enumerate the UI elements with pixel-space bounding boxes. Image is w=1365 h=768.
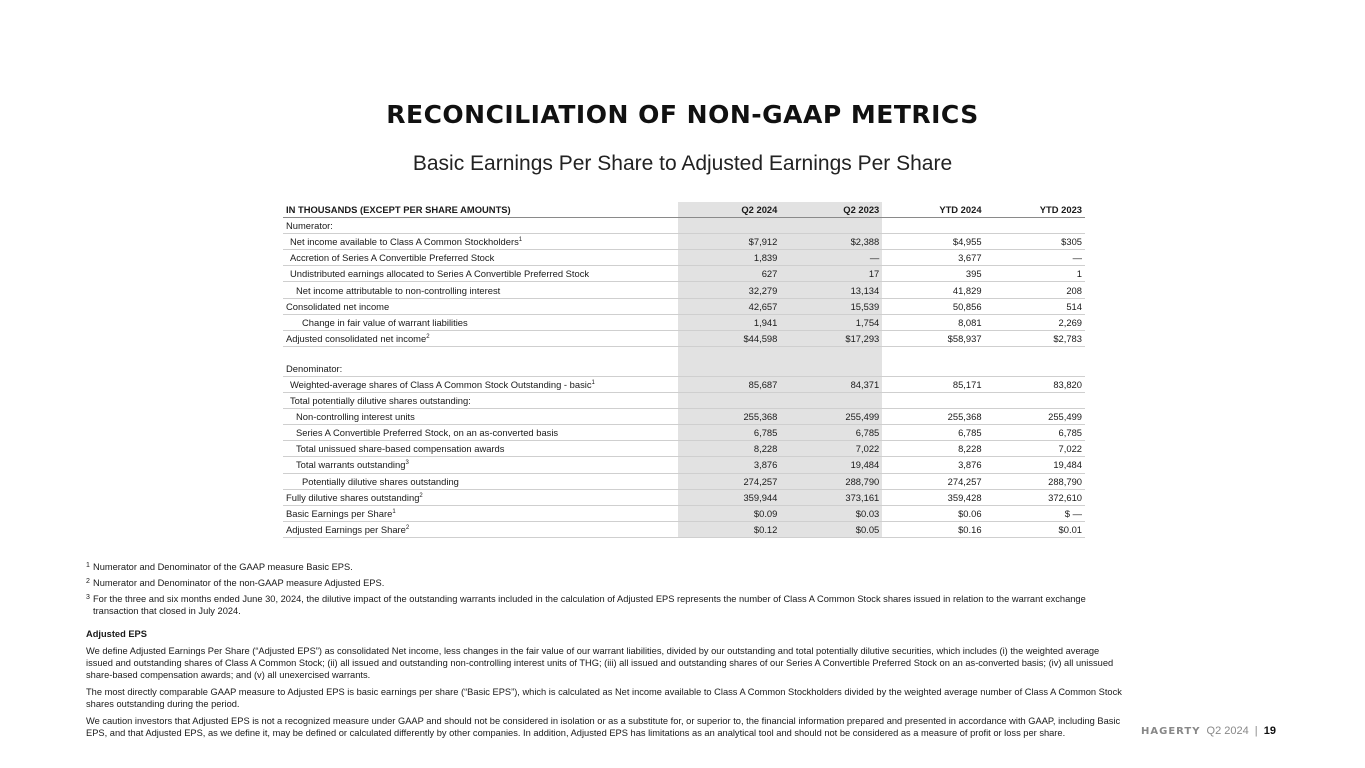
cell-ytd-2024: 359,428: [882, 489, 984, 505]
cell-ytd-2023: —: [985, 250, 1085, 266]
cell-ytd-2024: 8,081: [882, 314, 984, 330]
cell-q2-2023: $0.03: [780, 505, 882, 521]
row-label-text: Fully dilutive shares outstanding: [286, 491, 420, 503]
table-row: [283, 457, 1085, 473]
table-row: [283, 441, 1085, 457]
row-label-text: Total warrants outstanding: [296, 459, 406, 471]
table-row: [283, 314, 1085, 330]
cell-q2-2023: $0.05: [780, 521, 882, 537]
cell-q2-2024: 32,279: [678, 282, 780, 298]
row-label: [283, 282, 678, 298]
cell-q2-2023: 1,754: [780, 314, 882, 330]
table-row: [283, 376, 1085, 392]
cell-ytd-2023: $2,783: [985, 330, 1085, 346]
spacer-row: [283, 346, 1085, 361]
cell-q2-2024: $0.09: [678, 505, 780, 521]
table-row: [283, 361, 1085, 377]
row-label: [283, 505, 678, 521]
notes-section: [86, 561, 1126, 744]
cell-ytd-2023: 19,484: [985, 457, 1085, 473]
cell-ytd-2023: 372,610: [985, 489, 1085, 505]
cell-q2-2024: [678, 393, 780, 409]
cell-ytd-2024: 8,228: [882, 441, 984, 457]
table-row: [283, 298, 1085, 314]
row-label-text: Non-controlling interest units: [296, 411, 415, 423]
footnote-ref: 2: [405, 524, 410, 531]
footnote-marker: 3: [86, 594, 90, 601]
footnote-marker: 2: [86, 578, 90, 585]
cell-q2-2023: [780, 393, 882, 409]
spacer-cell: [283, 346, 678, 361]
row-label: [283, 489, 678, 505]
cell-ytd-2023: $305: [985, 234, 1085, 250]
cell-ytd-2024: [882, 361, 984, 377]
row-label-text: Adjusted consolidated net income: [286, 332, 427, 344]
row-label: [283, 266, 678, 282]
row-label: [283, 361, 678, 377]
table-row: [283, 330, 1085, 346]
page-number: 19: [1263, 725, 1276, 737]
slide-title: RECONCILIATION OF NON-GAAP METRICS: [386, 100, 979, 129]
slide-footer: [1141, 725, 1276, 737]
row-label-text: Series A Convertible Preferred Stock, on an as-converted basis: [296, 427, 559, 439]
cell-ytd-2023: 288,790: [985, 473, 1085, 489]
cell-q2-2024: [678, 361, 780, 377]
cell-q2-2023: [780, 218, 882, 234]
cell-q2-2024: 3,876: [678, 457, 780, 473]
cell-q2-2024: 255,368: [678, 409, 780, 425]
row-label-text: Total potentially dilutive shares outstanding:: [290, 395, 471, 407]
cell-q2-2024: 42,657: [678, 298, 780, 314]
cell-ytd-2023: 514: [985, 298, 1085, 314]
footer-quarter: Q2 2024: [1206, 725, 1249, 737]
cell-q2-2023: 13,134: [780, 282, 882, 298]
cell-q2-2024: 85,687: [678, 376, 780, 392]
footnote-ref: 1: [392, 508, 396, 515]
table-header-row: [283, 202, 1085, 218]
cell-q2-2024: $0.12: [678, 521, 780, 537]
cell-ytd-2024: 3,677: [882, 250, 984, 266]
table-row: [283, 218, 1085, 234]
cell-ytd-2024: $4,955: [882, 234, 984, 250]
row-label-text: Undistributed earnings allocated to Series A Convertible Preferred Stock: [290, 268, 590, 280]
cell-ytd-2023: 7,022: [985, 441, 1085, 457]
table-row: [283, 409, 1085, 425]
header-ytd-2024: YTD 2024: [882, 202, 984, 218]
cell-ytd-2024: $0.16: [882, 521, 984, 537]
cell-ytd-2023: 2,269: [985, 314, 1085, 330]
cell-ytd-2023: [985, 393, 1085, 409]
table-row: [283, 393, 1085, 409]
table-row: [283, 521, 1085, 537]
row-label-text: Consolidated net income: [286, 300, 390, 312]
cell-q2-2024: 1,839: [678, 250, 780, 266]
row-label: [283, 250, 678, 266]
footnote-text: Numerator and Denominator of the non-GAAP measure Adjusted EPS.: [93, 578, 385, 588]
spacer-cell: [780, 346, 882, 361]
brand-logo: HAGERTY: [1141, 726, 1201, 737]
cell-ytd-2024: $58,937: [882, 330, 984, 346]
table-body: [283, 218, 1085, 538]
cell-ytd-2023: 208: [985, 282, 1085, 298]
cell-q2-2024: 6,785: [678, 425, 780, 441]
reconciliation-table: [283, 202, 1085, 538]
footer-separator: |: [1254, 725, 1258, 737]
adjusted-eps-comparable: The most directly comparable GAAP measure to Adjusted EPS is basic earnings per share (“Basic EPS”), which is calculated as Net income available to Class A Common Stockholders divided by the weighted average number of Class A Common Stock shares outstanding during the period.: [86, 687, 1122, 709]
cell-q2-2023: 255,499: [780, 409, 882, 425]
cell-q2-2023: 6,785: [780, 425, 882, 441]
cell-q2-2024: 359,944: [678, 489, 780, 505]
header-q2-2023: Q2 2023: [780, 202, 882, 218]
cell-ytd-2023: $ —: [985, 505, 1085, 521]
table-row: [283, 473, 1085, 489]
row-label-text: Numerator:: [286, 220, 333, 232]
footnote-2: [86, 577, 1126, 589]
cell-q2-2024: [678, 218, 780, 234]
row-label-text: Net income available to Class A Common Stockholders: [290, 236, 519, 248]
cell-q2-2024: 274,257: [678, 473, 780, 489]
adjusted-eps-caution: We caution investors that Adjusted EPS is not a recognized measure under GAAP and should not be considered in isolation or as a substitute for, or superior to, the financial information prepared and presented in accordance with GAAP, including Basic EPS, and that Adjusted EPS, as we define it, may be defined or calculated differently by other companies. In addition, Adjusted EPS has limitations as an analytical tool and should not be considered as a measure of profit or loss per share.: [86, 716, 1121, 738]
table-row: [283, 266, 1085, 282]
footnote-ref: 2: [426, 333, 430, 340]
row-label-text: Basic Earnings per Share: [286, 507, 393, 519]
cell-ytd-2023: 6,785: [985, 425, 1085, 441]
cell-q2-2023: [780, 361, 882, 377]
row-label-text: Denominator:: [286, 362, 343, 374]
row-label-text: Net income attributable to non-controlling interest: [296, 284, 501, 296]
row-label: [283, 393, 678, 409]
cell-q2-2023: $17,293: [780, 330, 882, 346]
cell-q2-2024: 1,941: [678, 314, 780, 330]
header-label: IN THOUSANDS (EXCEPT PER SHARE AMOUNTS): [283, 202, 678, 218]
header-ytd-2023: YTD 2023: [985, 202, 1085, 218]
row-label: [283, 425, 678, 441]
slide-subtitle: Basic Earnings Per Share to Adjusted Earnings Per Share: [412, 152, 953, 175]
row-label: [283, 409, 678, 425]
row-label-text: Accretion of Series A Convertible Preferred Stock: [290, 252, 495, 264]
row-label: [283, 218, 678, 234]
cell-q2-2023: —: [780, 250, 882, 266]
row-label: [283, 521, 678, 537]
row-label-text: Adjusted Earnings per Share: [286, 523, 406, 535]
row-label-text: Potentially dilutive shares outstanding: [302, 475, 459, 487]
footnote-ref: 1: [518, 237, 523, 244]
footnote-ref: 3: [405, 460, 409, 467]
row-label: [283, 473, 678, 489]
cell-q2-2024: $44,598: [678, 330, 780, 346]
footnote-text: For the three and six months ended June 30, 2024, the dilutive impact of the outstanding warrants included in the calculation of Adjusted EPS represents the number of Class A Common Stock shares issued in relation to the warrant exchange transaction that closed in July 2024.: [93, 594, 1086, 616]
cell-ytd-2023: 83,820: [985, 376, 1085, 392]
row-label: [283, 330, 678, 346]
cell-q2-2023: 17: [780, 266, 882, 282]
row-label: [283, 376, 678, 392]
footnote-3: [86, 593, 1126, 617]
table-row: [283, 250, 1085, 266]
cell-ytd-2024: [882, 218, 984, 234]
row-label-text: Weighted-average shares of Class A Common Stock Outstanding - basic: [290, 378, 592, 390]
footnote-ref: 2: [419, 492, 423, 499]
cell-ytd-2024: 3,876: [882, 457, 984, 473]
footnote-1: [86, 561, 1126, 573]
cell-ytd-2024: 85,171: [882, 376, 984, 392]
table-row: [283, 505, 1085, 521]
cell-q2-2023: $2,388: [780, 234, 882, 250]
row-label: [283, 457, 678, 473]
table-row: [283, 282, 1085, 298]
adjusted-eps-definition: We define Adjusted Earnings Per Share (“Adjusted EPS”) as consolidated Net income, less changes in the fair value of our warrant liabilities, divided by our outstanding and total potentially dilutive securities, which includes (i) the weighted average issued and outstanding shares of Class A Common Stock; (ii) all issued and outstanding non-controlling interest units of THG; (iii) all issued and outstanding shares of our Series A Convertible Preferred Stock on an as-converted basis; (iv) all unissued share-based compensation awards; and (v) all unexercised warrants.: [86, 646, 1114, 680]
footnote-text: Numerator and Denominator of the GAAP measure Basic EPS.: [93, 562, 353, 572]
row-label: [283, 298, 678, 314]
cell-ytd-2023: $0.01: [985, 521, 1085, 537]
row-label: [283, 441, 678, 457]
cell-q2-2024: 627: [678, 266, 780, 282]
spacer-cell: [882, 346, 984, 361]
cell-ytd-2023: 255,499: [985, 409, 1085, 425]
cell-q2-2023: 15,539: [780, 298, 882, 314]
cell-ytd-2024: 6,785: [882, 425, 984, 441]
cell-q2-2023: 19,484: [780, 457, 882, 473]
footnote-marker: 1: [86, 562, 90, 569]
table-row: [283, 234, 1085, 250]
header-q2-2024: Q2 2024: [678, 202, 780, 218]
table-row: [283, 489, 1085, 505]
row-label-text: Change in fair value of warrant liabilities: [302, 316, 468, 328]
cell-ytd-2023: 1: [985, 266, 1085, 282]
cell-ytd-2024: 395: [882, 266, 984, 282]
cell-q2-2023: 373,161: [780, 489, 882, 505]
cell-ytd-2024: 41,829: [882, 282, 984, 298]
cell-ytd-2024: 274,257: [882, 473, 984, 489]
cell-ytd-2023: [985, 218, 1085, 234]
cell-ytd-2024: $0.06: [882, 505, 984, 521]
cell-q2-2023: 84,371: [780, 376, 882, 392]
row-label-text: Total unissued share-based compensation awards: [296, 443, 505, 455]
cell-q2-2023: 288,790: [780, 473, 882, 489]
cell-ytd-2024: 255,368: [882, 409, 984, 425]
adjusted-eps-heading: Adjusted EPS: [86, 629, 147, 639]
cell-ytd-2024: [882, 393, 984, 409]
row-label: [283, 234, 678, 250]
cell-q2-2023: 7,022: [780, 441, 882, 457]
footnote-ref: 1: [591, 379, 595, 386]
cell-ytd-2023: [985, 361, 1085, 377]
table-row: [283, 425, 1085, 441]
cell-ytd-2024: 50,856: [882, 298, 984, 314]
cell-q2-2024: 8,228: [678, 441, 780, 457]
row-label: [283, 314, 678, 330]
spacer-cell: [678, 346, 780, 361]
cell-q2-2024: $7,912: [678, 234, 780, 250]
spacer-cell: [985, 346, 1085, 361]
